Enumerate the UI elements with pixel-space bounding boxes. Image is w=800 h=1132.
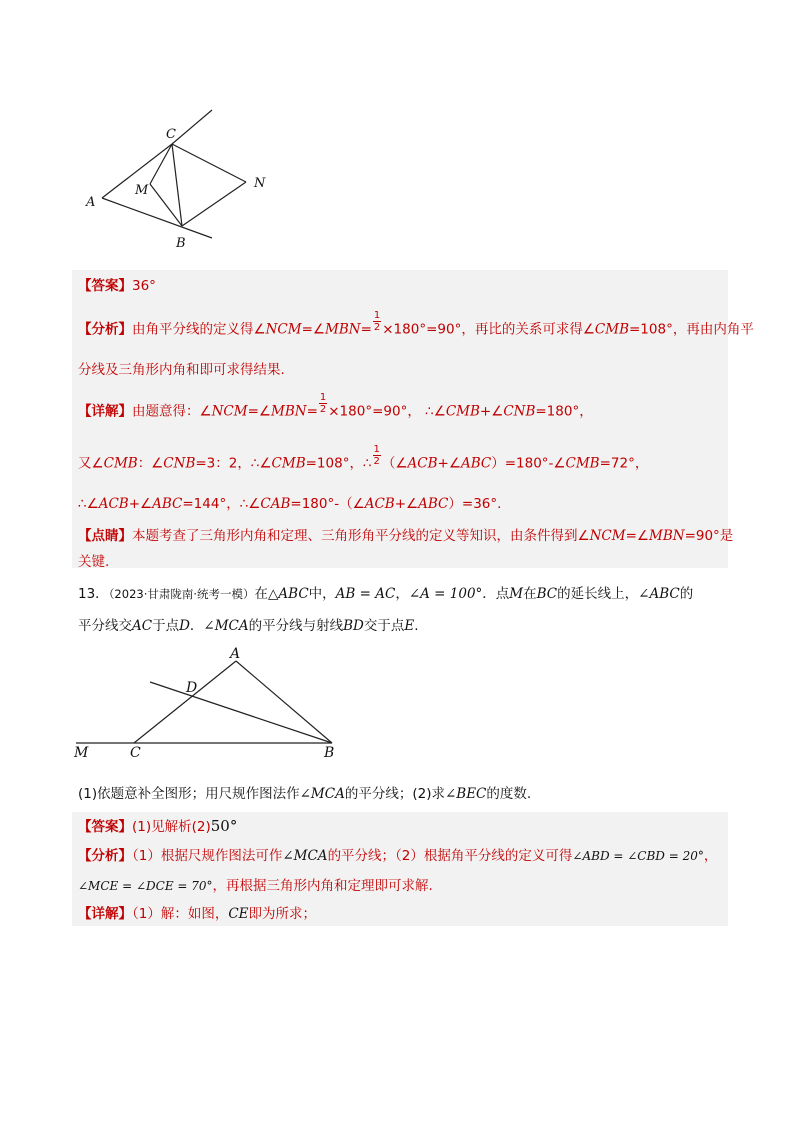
detail-1-line2: 又∠CMB：∠CNB=3：2，∴∠CMB=108°，∴ $\frac{1}{2}$ （∠ACB+∠ABC）=180°-∠CMB=72°，	[78, 444, 649, 472]
label-a: A	[86, 195, 96, 210]
segment-cm	[150, 144, 172, 184]
ray-bc-extension	[172, 110, 212, 144]
analysis-1-line2: 分线及三角形内角和即可求得结果.	[78, 362, 285, 378]
answer-1: 【答案】36°	[78, 278, 156, 294]
fraction-half: $\frac{1}{2}$	[373, 444, 380, 467]
label-c: C	[130, 745, 141, 761]
problem-13-line1: 13．（2023·甘肃陇南·统考一模）在△ABC中，AB = AC，∠A = 100°．点M在BC的延长线上，∠ABC的	[78, 586, 694, 602]
analysis-13-line2: ∠MCE = ∠DCE = 70°，再根据三角形内角和定理即可求解.	[78, 878, 433, 894]
detail-1-line1: 【详解】由题意得：∠NCM=∠MBN= $\frac{1}{2}$ ×180°=90°， ∴∠CMB+∠CNB=180°，	[78, 392, 593, 420]
label-b: B	[324, 745, 335, 761]
label-d: D	[186, 680, 198, 696]
detail-1-line3: ∴∠ACB+∠ABC=144°，∴∠CAB=180°-（∠ACB+∠ABC）=36°.	[78, 496, 502, 512]
label-c: C	[166, 127, 176, 142]
answer-13: 【答案】(1)见解析(2)50°	[78, 817, 238, 835]
figure-1-quadrilateral	[80, 100, 280, 260]
comment-1-line2: 关键.	[78, 554, 110, 570]
problem-source: （2023·甘肃陇南·统考一模）	[108, 587, 255, 601]
label-m: M	[74, 745, 89, 761]
segment-cb	[172, 144, 182, 226]
detail-13: 【详解】（1）解：如图，CE即为所求；	[78, 906, 317, 922]
question-13: (1)依题意补全图形；用尺规作图法作∠MCA的平分线；(2)求∠BEC的度数.	[78, 786, 532, 802]
label-a: A	[230, 646, 241, 662]
analysis-13-line1: 【分析】（1）根据尺规作图法可作∠MCA的平分线；（2）根据角平分线的定义可得∠ABD = ∠CBD = 20°，	[78, 848, 718, 864]
label-b: B	[176, 236, 186, 251]
figure-2-triangle	[70, 640, 360, 764]
comment-1-line1: 【点睛】本题考查了三角形内角和定理、三角形角平分线的定义等知识，由条件得到∠NCM=∠MBN=90°是	[78, 528, 734, 544]
segment-bn	[182, 182, 246, 226]
segment-ab	[236, 661, 332, 743]
analysis-1-line1: 【分析】由角平分线的定义得∠NCM=∠MBN= $\frac{1}{2}$ ×180°=90°，再比的关系可求得∠CMB=108°，再由内角平	[78, 310, 754, 338]
ray-ab-extension	[102, 198, 212, 238]
segment-ca	[134, 661, 236, 743]
label-n: N	[254, 176, 266, 191]
fraction-half: $\frac{1}{2}$	[319, 392, 327, 415]
ray-bd	[150, 682, 332, 743]
segment-cn	[172, 144, 246, 182]
problem-13-line2: 平分线交AC于点D．∠MCA的平分线与射线BD交于点E.	[78, 618, 419, 634]
label-m: M	[135, 183, 149, 198]
fraction-half: $\frac{1}{2}$	[373, 310, 381, 333]
